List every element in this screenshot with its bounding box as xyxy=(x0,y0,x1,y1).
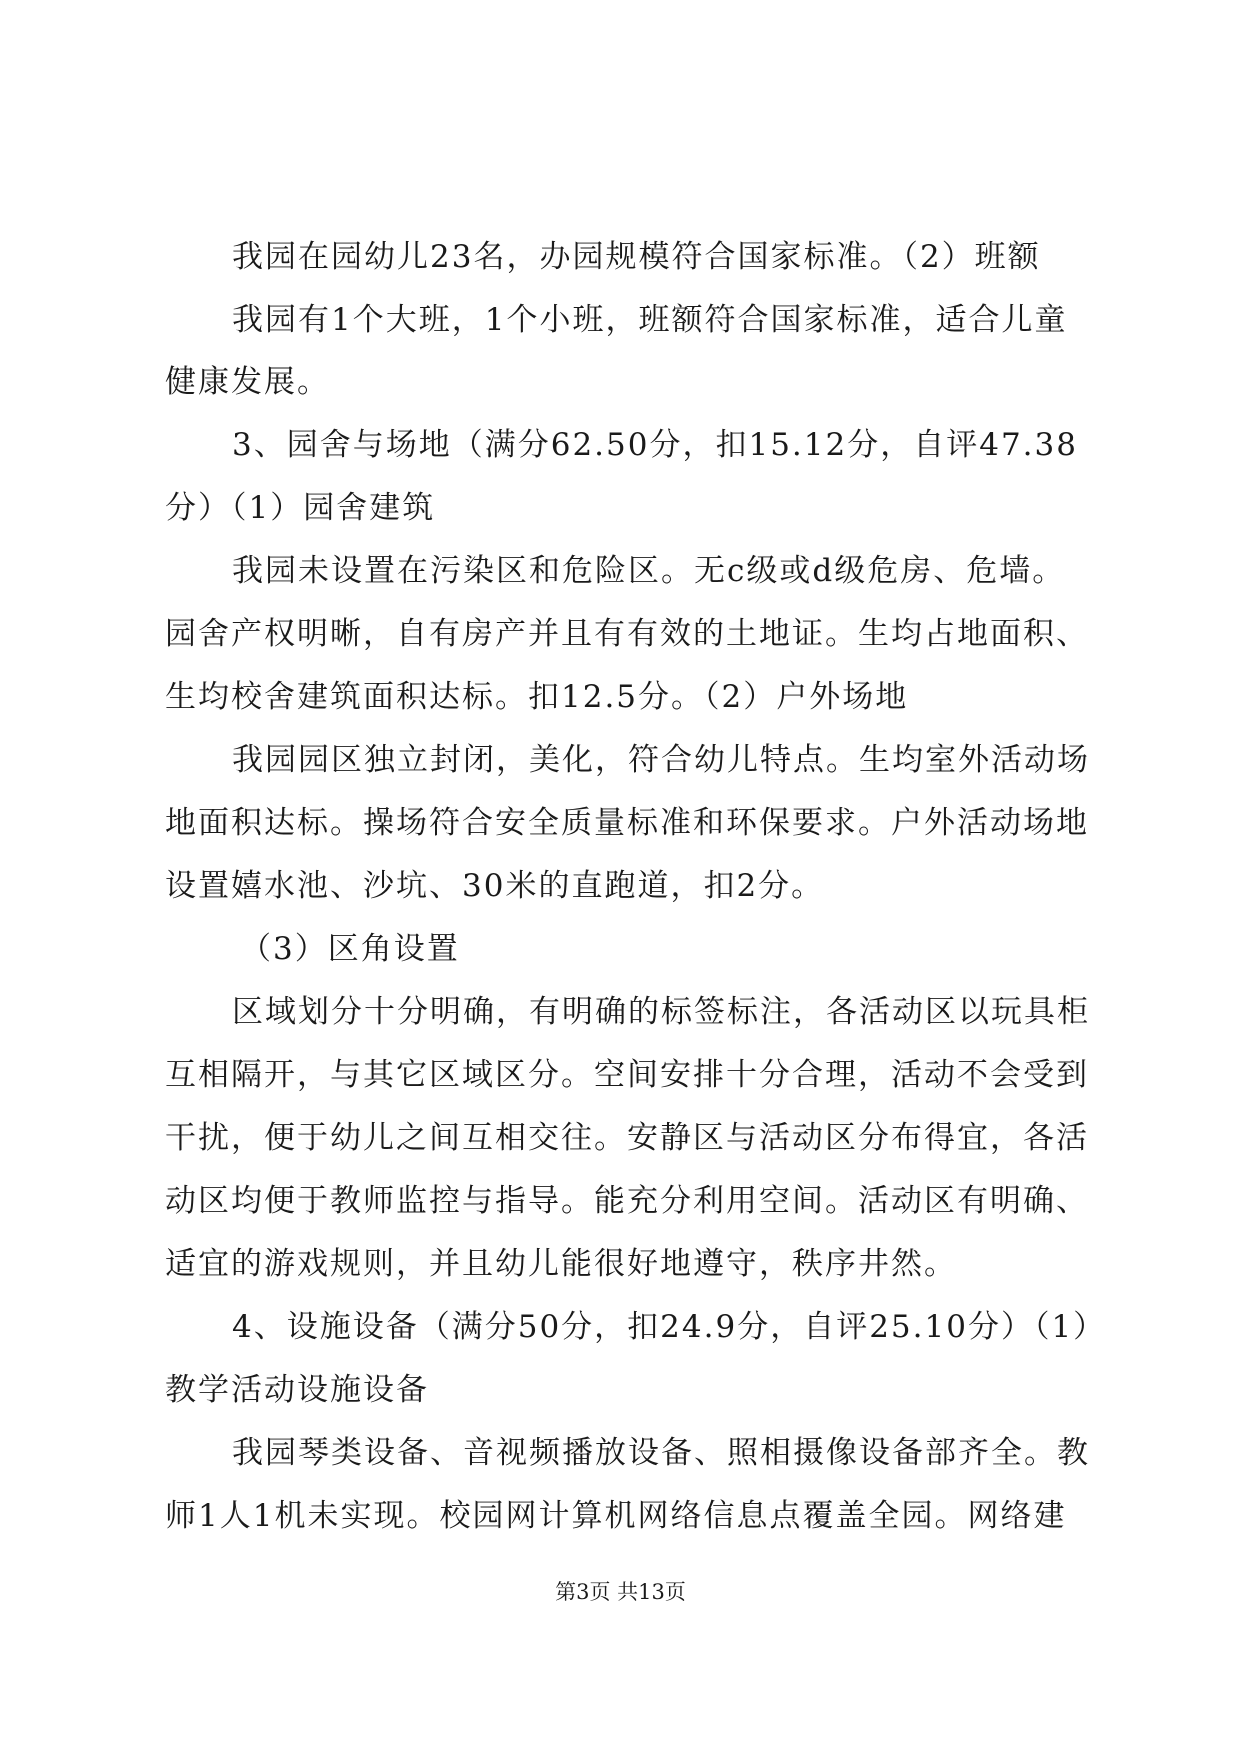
paragraph-line: 区域划分十分明确，有明确的标签标注，各活动区以玩具柜 xyxy=(232,994,1090,1030)
paragraph-line: 师1人1机未实现。校园网计算机网络信息点覆盖全园。网络建 xyxy=(165,1498,1067,1534)
paragraph-line: 动区均便于教师监控与指导。能充分利用空间。活动区有明确、 xyxy=(165,1183,1089,1219)
section-heading: 4、设施设备（满分50分，扣24.9分，自评25.10分）（1） xyxy=(232,1309,1107,1345)
paragraph-line: 园舍产权明晰，自有房产并且有有效的土地证。生均占地面积、 xyxy=(165,616,1089,652)
page-number-footer: 第3页 共13页 xyxy=(555,1580,686,1604)
paragraph-line: 分）（1）园舍建筑 xyxy=(165,490,436,526)
paragraph-line: 我园有1个大班，1个小班，班额符合国家标准，适合儿童 xyxy=(232,302,1068,338)
section-heading: 3、园舍与场地（满分62.50分，扣15.12分，自评47.38 xyxy=(232,427,1078,463)
paragraph-line: 适宜的游戏规则，并且幼儿能很好地遵守，秩序井然。 xyxy=(165,1246,957,1282)
paragraph-line: 教学活动设施设备 xyxy=(165,1372,429,1408)
paragraph-line: 地面积达标。操场符合安全质量标准和环保要求。户外活动场地 xyxy=(165,805,1089,841)
paragraph-line: 我园园区独立封闭，美化，符合幼儿特点。生均室外活动场 xyxy=(232,742,1090,778)
paragraph-line: 干扰，便于幼儿之间互相交往。安静区与活动区分布得宜，各活 xyxy=(165,1120,1089,1156)
subheading: （3）区角设置 xyxy=(240,931,460,967)
paragraph-line: 健康发展。 xyxy=(165,364,330,400)
paragraph-line: 我园未设置在污染区和危险区。无c级或d级危房、危墙。 xyxy=(232,553,1066,589)
paragraph-line: 设置嬉水池、沙坑、30米的直跑道，扣2分。 xyxy=(165,868,825,904)
paragraph-line: 我园琴类设备、音视频播放设备、照相摄像设备部齐全。教 xyxy=(232,1435,1090,1471)
paragraph-line: 互相隔开，与其它区域区分。空间安排十分合理，活动不会受到 xyxy=(165,1057,1089,1093)
paragraph-line: 我园在园幼儿23名，办园规模符合国家标准。（2）班额 xyxy=(232,239,1041,275)
paragraph-line: 生均校舍建筑面积达标。扣12.5分。（2）户外场地 xyxy=(165,679,909,715)
